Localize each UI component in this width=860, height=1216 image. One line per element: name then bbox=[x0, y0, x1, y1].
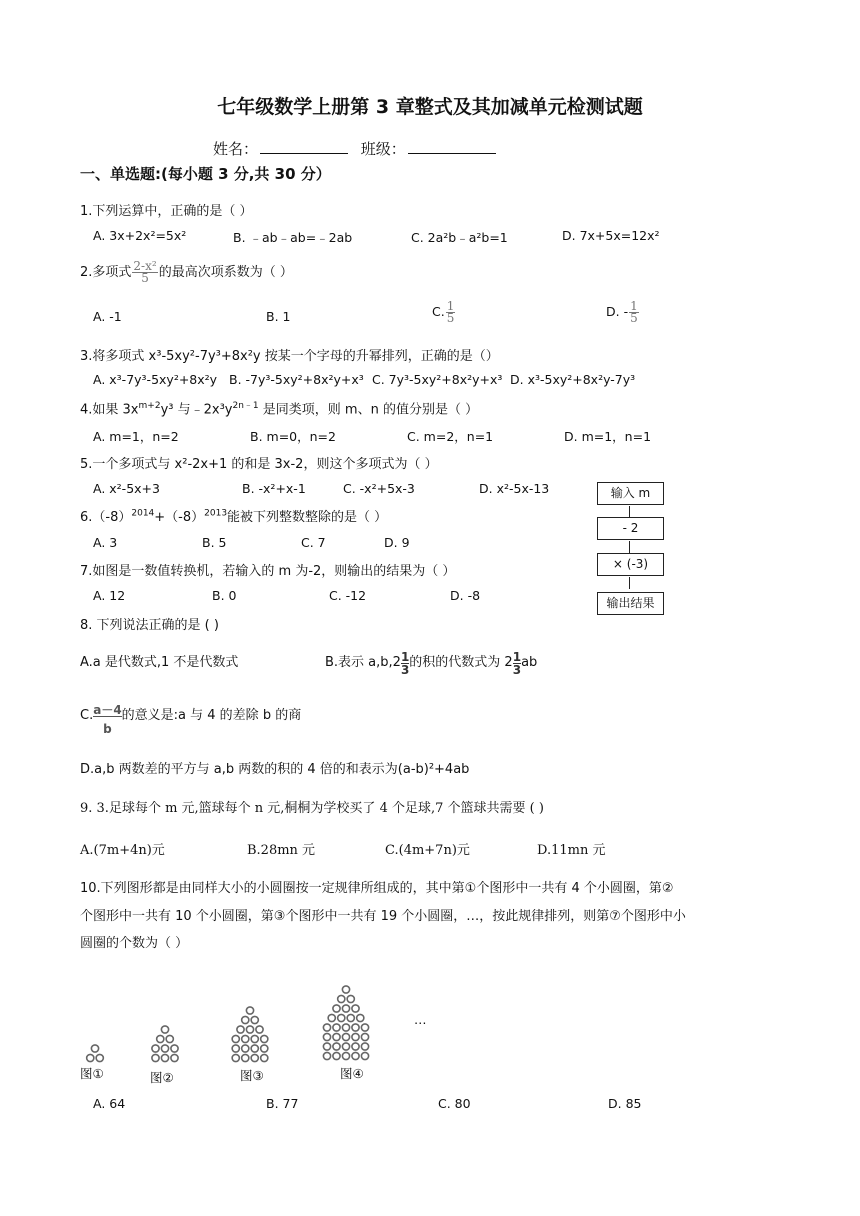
q7-option-d[interactable]: D. -8 bbox=[450, 588, 481, 603]
small-circle bbox=[261, 1054, 268, 1061]
small-circle bbox=[352, 1043, 359, 1050]
q8-c-post: 的意义是:a 与 4 的差除 b 的商 bbox=[121, 708, 302, 723]
q10-line-3: 圆圈的个数为（ ） bbox=[80, 936, 189, 951]
small-circle bbox=[171, 1054, 178, 1061]
q4-stem bbox=[80, 398, 478, 417]
q8-b-post: ab bbox=[521, 655, 538, 670]
q1-stem: 1.下列运算中，正确的是（ ） bbox=[80, 204, 253, 219]
q4-exp1: m+2 bbox=[138, 401, 161, 411]
small-circle bbox=[342, 1024, 349, 1031]
q4-exp2: 2n﹣1 bbox=[232, 401, 259, 411]
q6-exp2: 2013 bbox=[204, 508, 228, 519]
q5-option-d[interactable]: D. x²-5x-13 bbox=[479, 481, 550, 496]
q2-d-fraction bbox=[629, 301, 639, 324]
q8-c-pre: C. bbox=[80, 708, 94, 723]
small-circle bbox=[161, 1054, 168, 1061]
small-circle bbox=[352, 1052, 359, 1059]
class-label: 班级： bbox=[360, 140, 406, 158]
q9-option-d[interactable]: D.11mn 元 bbox=[537, 843, 606, 858]
q6-stem-post: 能被下列整数整除的是（ ） bbox=[227, 510, 388, 525]
q9-stem: 9. 3.足球每个 m 元,篮球每个 n 元,桐桐为学校买了 4 个足球,7 个篮球共需要 ( ) bbox=[80, 801, 544, 816]
q5-option-b[interactable]: B. -x²+x-1 bbox=[242, 481, 306, 496]
fig1-label: 图① bbox=[80, 1066, 104, 1081]
small-circle bbox=[242, 1054, 249, 1061]
small-circle bbox=[251, 1035, 258, 1042]
small-circle bbox=[256, 1026, 263, 1033]
name-blank[interactable] bbox=[260, 139, 348, 154]
q2-c-pre: C. bbox=[432, 304, 445, 319]
q8-b-mid: 的积的代数式为 2 bbox=[409, 655, 513, 670]
q10-option-a[interactable]: A. 64 bbox=[93, 1096, 126, 1111]
small-circle bbox=[242, 1035, 249, 1042]
small-circle bbox=[246, 1007, 253, 1014]
small-circle bbox=[338, 995, 345, 1002]
small-circle bbox=[323, 1024, 330, 1031]
q8-b-num: 1 bbox=[400, 650, 410, 664]
q10-option-b[interactable]: B. 77 bbox=[266, 1096, 299, 1111]
q8-c-num: a－4 bbox=[93, 703, 122, 717]
q6-option-b[interactable]: B. 5 bbox=[202, 535, 227, 550]
q1-option-d[interactable]: D. 7x+5x=12x² bbox=[562, 228, 660, 243]
small-circle bbox=[96, 1054, 103, 1061]
small-circle bbox=[166, 1035, 173, 1042]
q5-option-a[interactable]: A. x²-5x+3 bbox=[93, 481, 160, 496]
q3-option-b[interactable]: B. -7y³-5xy²+8x²y+x³ bbox=[229, 372, 364, 387]
small-circle bbox=[152, 1054, 159, 1061]
small-circle bbox=[232, 1054, 239, 1061]
q7-option-b[interactable]: B. 0 bbox=[212, 588, 237, 603]
q6-stem bbox=[80, 506, 387, 525]
fig3-label: 图③ bbox=[240, 1068, 264, 1083]
small-circle bbox=[171, 1045, 178, 1052]
q2-option-a[interactable]: A. -1 bbox=[93, 309, 122, 324]
q1-option-b[interactable]: B. ﹣ab﹣ab=﹣2ab bbox=[233, 230, 353, 245]
q2-fraction bbox=[132, 261, 157, 284]
small-circle bbox=[232, 1035, 239, 1042]
flowchart-arrow-2 bbox=[629, 541, 630, 553]
small-circle bbox=[338, 1014, 345, 1021]
flowchart-multiply-box: × (-3) bbox=[597, 553, 664, 576]
small-circle bbox=[361, 1043, 368, 1050]
small-circle bbox=[333, 1005, 340, 1012]
small-circle bbox=[342, 1033, 349, 1040]
q7-option-a[interactable]: A. 12 bbox=[93, 588, 126, 603]
q7-stem: 7.如图是一数值转换机，若输入的 m 为-2，则输出的结果为（ ） bbox=[80, 564, 456, 579]
name-class-line bbox=[213, 138, 504, 159]
q1-option-c[interactable]: C. 2a²b﹣a²b=1 bbox=[411, 230, 508, 245]
small-circle bbox=[361, 1033, 368, 1040]
q9-option-b[interactable]: B.28mn 元 bbox=[247, 843, 316, 858]
q2-c-num: 1 bbox=[446, 299, 455, 313]
q2-stem-pre: 2.多项式 bbox=[80, 265, 132, 280]
q2-c-den: 5 bbox=[446, 311, 455, 325]
q8-c-den: b bbox=[103, 722, 112, 736]
q3-option-c[interactable]: C. 7y³-5xy²+8x²y+x³ bbox=[372, 372, 503, 387]
q10-option-c[interactable]: C. 80 bbox=[438, 1096, 471, 1111]
small-circle bbox=[361, 1024, 368, 1031]
small-circle bbox=[347, 995, 354, 1002]
small-circle bbox=[361, 1052, 368, 1059]
class-blank[interactable] bbox=[408, 139, 496, 154]
small-circle bbox=[333, 1043, 340, 1050]
small-circle bbox=[342, 1005, 349, 1012]
small-circle bbox=[333, 1052, 340, 1059]
small-circle bbox=[161, 1026, 168, 1033]
q2-option-c[interactable] bbox=[432, 301, 456, 324]
small-circle bbox=[261, 1045, 268, 1052]
q8-b-fraction2 bbox=[513, 651, 521, 676]
small-circle bbox=[161, 1045, 168, 1052]
small-circle bbox=[87, 1054, 94, 1061]
q4-option-b[interactable]: B. m=0，n=2 bbox=[250, 429, 336, 444]
small-circle bbox=[251, 1045, 258, 1052]
small-circle bbox=[251, 1054, 258, 1061]
q2-d-pre: D. - bbox=[606, 304, 629, 319]
q10-line-1: 10.下列图形都是由同样大小的小圆圈按一定规律所组成的，其中第①个图形中一共有 4 个小圆圈，第② bbox=[80, 881, 674, 896]
q4-stem-pre: 4.如果 3x bbox=[80, 402, 139, 418]
small-circle bbox=[333, 1033, 340, 1040]
q10-option-d[interactable]: D. 85 bbox=[608, 1096, 642, 1111]
q8-c-fraction bbox=[93, 704, 121, 735]
small-circle bbox=[261, 1035, 268, 1042]
flowchart-arrow-3 bbox=[629, 577, 630, 589]
q2-c-fraction bbox=[446, 301, 456, 324]
q4-option-d[interactable]: D. m=1，n=1 bbox=[564, 429, 652, 444]
q3-option-a[interactable]: A. x³-7y³-5xy²+8x²y bbox=[93, 372, 218, 387]
q2-stem-post: 的最高次项系数为（ ） bbox=[158, 265, 293, 280]
flowchart-output-box: 输出结果 bbox=[597, 592, 664, 615]
q2-d-num: 1 bbox=[630, 299, 638, 313]
q8-b-pre: B.表示 a,b,2 bbox=[325, 655, 401, 670]
small-circle bbox=[242, 1016, 249, 1023]
q8-option-b[interactable] bbox=[325, 651, 537, 676]
section-heading: 一、单选题:(每小题 3 分,共 30 分） bbox=[80, 165, 331, 183]
q8-option-d[interactable]: D.a,b 两数差的平方与 a,b 两数的积的 4 倍的和表示为(a-b)²+4ab bbox=[80, 762, 470, 777]
small-circle bbox=[323, 1033, 330, 1040]
small-circle bbox=[242, 1045, 249, 1052]
small-circle bbox=[152, 1045, 159, 1052]
ellipsis: … bbox=[414, 1012, 427, 1027]
q8-b-den2: 3 bbox=[512, 663, 522, 677]
q4-mid: y³ 与﹣2x³y bbox=[160, 402, 233, 418]
q3-option-d[interactable]: D. x³-5xy²+8x²y-7y³ bbox=[510, 372, 636, 387]
q6-exp1: 2014 bbox=[131, 508, 155, 519]
q9-option-c[interactable]: C.(4m+7n)元 bbox=[385, 843, 470, 858]
small-circle bbox=[357, 1014, 364, 1021]
small-circle bbox=[323, 1052, 330, 1059]
q10-line-2: 个图形中一共有 10 个小圆圈，第③个图形中一共有 19 个小圆圈，…，按此规律排列，则第⑦个图形中小 bbox=[80, 909, 686, 924]
q8-b-num2: 1 bbox=[512, 650, 522, 664]
small-circle bbox=[352, 1033, 359, 1040]
flowchart-subtract-box: - 2 bbox=[597, 517, 664, 540]
q9-option-a[interactable]: A.(7m+4n)元 bbox=[80, 843, 165, 858]
small-circle bbox=[91, 1045, 98, 1052]
q5-stem: 5.一个多项式与 x²-2x+1 的和是 3x-2，则这个多项式为（ ） bbox=[80, 457, 438, 472]
q2-d-den: 5 bbox=[630, 311, 638, 325]
q3-stem: 3.将多项式 x³-5xy²-7y³+8x²y 按某一个字母的升幂排列，正确的是（） bbox=[80, 349, 499, 364]
q5-option-c[interactable]: C. -x²+5x-3 bbox=[343, 481, 415, 496]
small-circle bbox=[333, 1024, 340, 1031]
small-circle bbox=[157, 1035, 164, 1042]
q6-option-a[interactable]: A. 3 bbox=[93, 535, 118, 550]
small-circle bbox=[251, 1016, 258, 1023]
q6-mid: +（-8） bbox=[154, 510, 205, 525]
fig4-label: 图④ bbox=[340, 1066, 364, 1081]
q8-option-a[interactable]: A.a 是代数式,1 不是代数式 bbox=[80, 655, 239, 670]
q2-stem bbox=[80, 261, 293, 284]
q8-option-c[interactable] bbox=[80, 704, 301, 735]
small-circle bbox=[323, 1043, 330, 1050]
q6-option-d[interactable]: D. 9 bbox=[384, 535, 410, 550]
name-label: 姓名： bbox=[213, 140, 259, 158]
small-circle bbox=[352, 1005, 359, 1012]
q8-stem: 8. 下列说法正确的是 ( ) bbox=[80, 618, 219, 633]
q7-option-c[interactable]: C. -12 bbox=[329, 588, 367, 603]
q6-option-c[interactable]: C. 7 bbox=[301, 535, 326, 550]
small-circle bbox=[246, 1026, 253, 1033]
small-circle bbox=[232, 1045, 239, 1052]
page-title: 七年级数学上册第 3 章整式及其加减单元检测试题 bbox=[217, 96, 643, 118]
q4-option-a[interactable]: A. m=1，n=2 bbox=[93, 429, 179, 444]
q2-option-b[interactable]: B. 1 bbox=[266, 309, 291, 324]
small-circle bbox=[347, 1014, 354, 1021]
q1-option-a[interactable]: A. 3x+2x²=5x² bbox=[93, 228, 187, 243]
q8-b-den: 3 bbox=[400, 663, 410, 677]
q4-stem-post: 是同类项，则 m、n 的值分别是（ ） bbox=[258, 402, 479, 418]
small-circle bbox=[342, 1052, 349, 1059]
fig2-label: 图② bbox=[150, 1070, 174, 1085]
flowchart-input-box: 输入 m bbox=[597, 482, 664, 505]
small-circle bbox=[342, 986, 349, 993]
q2-option-d[interactable] bbox=[606, 301, 640, 324]
q6-stem-pre: 6.（-8） bbox=[80, 510, 132, 525]
small-circle bbox=[352, 1024, 359, 1031]
small-circle bbox=[328, 1014, 335, 1021]
small-circle bbox=[237, 1026, 244, 1033]
circle-pattern-group bbox=[87, 986, 369, 1062]
q4-option-c[interactable]: C. m=2，n=1 bbox=[407, 429, 494, 444]
small-circle bbox=[342, 1043, 349, 1050]
q2-frac-den: 5 bbox=[141, 271, 149, 285]
q2-frac-num: 2-x² bbox=[133, 259, 157, 273]
